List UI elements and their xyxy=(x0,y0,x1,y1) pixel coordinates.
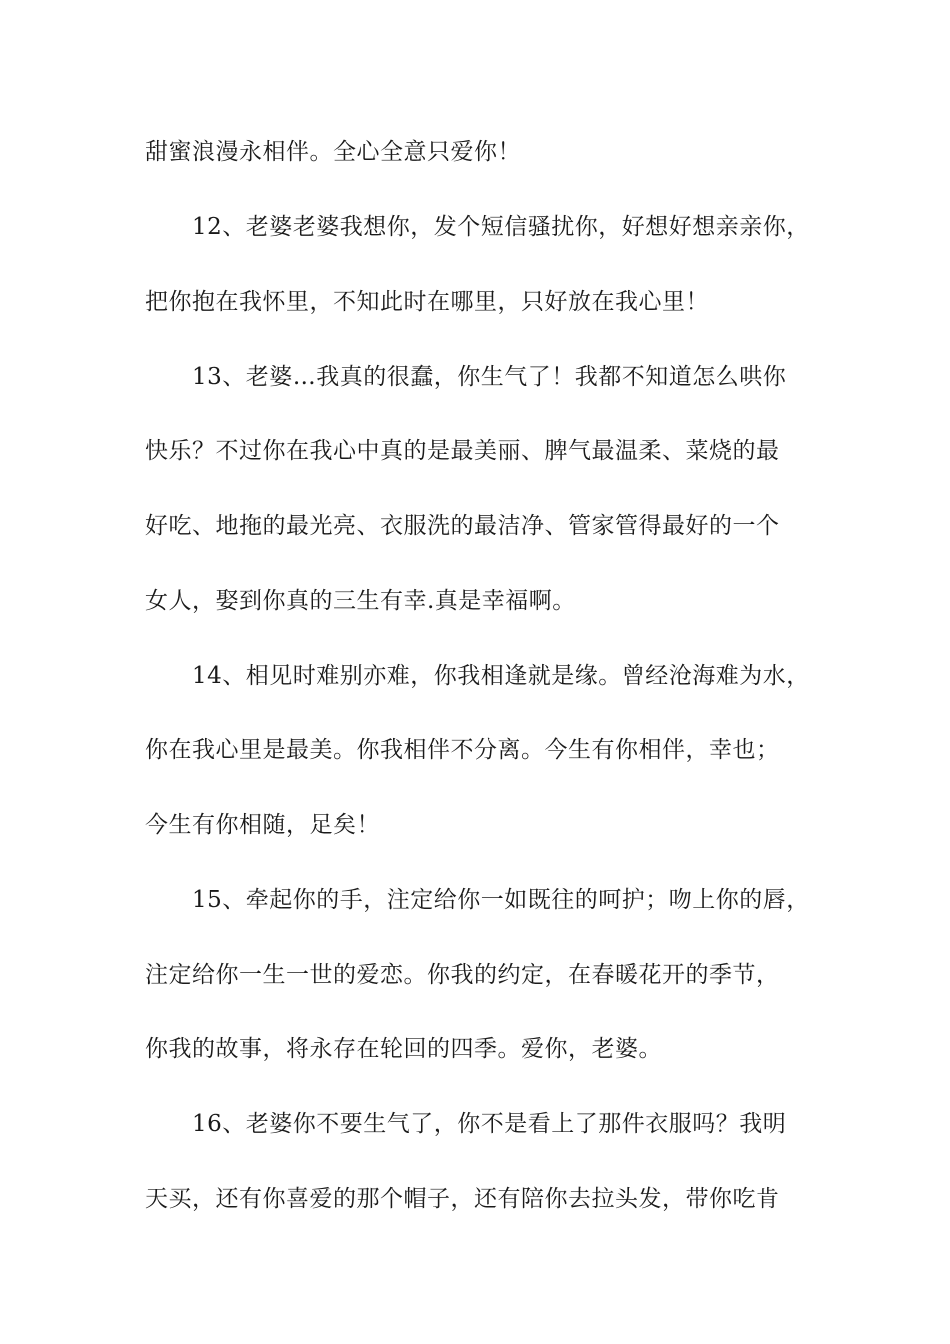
text-line: 天买，还有你喜爱的那个帽子，还有陪你去拉头发，带你吃肯 xyxy=(145,1186,780,1212)
text-line: 14、相见时难别亦难，你我相逢就是缘。曾经沧海难为水， xyxy=(192,663,810,689)
text-line: 把你抱在我怀里，不知此时在哪里，只好放在我心里！ xyxy=(145,289,709,315)
text-line: 你在我心里是最美。你我相伴不分离。今生有你相伴，幸也； xyxy=(145,737,780,763)
text-line: 今生有你相随，足矣！ xyxy=(145,812,380,838)
text-line: 女人，娶到你真的三生有幸.真是幸福啊。 xyxy=(145,588,576,614)
text-line: 注定给你一生一世的爱恋。你我的约定，在春暖花开的季节， xyxy=(145,962,780,988)
text-line: 好吃、地拖的最光亮、衣服洗的最洁净、管家管得最好的一个 xyxy=(145,513,780,539)
text-line: 12、老婆老婆我想你，发个短信骚扰你，好想好想亲亲你， xyxy=(192,214,810,240)
text-line: 13、老婆…我真的很蠢，你生气了！我都不知道怎么哄你 xyxy=(192,364,787,390)
text-line: 你我的故事，将永存在轮回的四季。爱你，老婆。 xyxy=(145,1036,662,1062)
text-line: 快乐？不过你在我心中真的是最美丽、脾气最温柔、菜烧的最 xyxy=(145,438,780,464)
text-line: 15、牵起你的手，注定给你一如既往的呵护；吻上你的唇， xyxy=(192,887,810,913)
text-line: 16、老婆你不要生气了，你不是看上了那件衣服吗？我明 xyxy=(192,1111,787,1137)
text-line: 甜蜜浪漫永相伴。全心全意只爱你！ xyxy=(145,139,521,165)
